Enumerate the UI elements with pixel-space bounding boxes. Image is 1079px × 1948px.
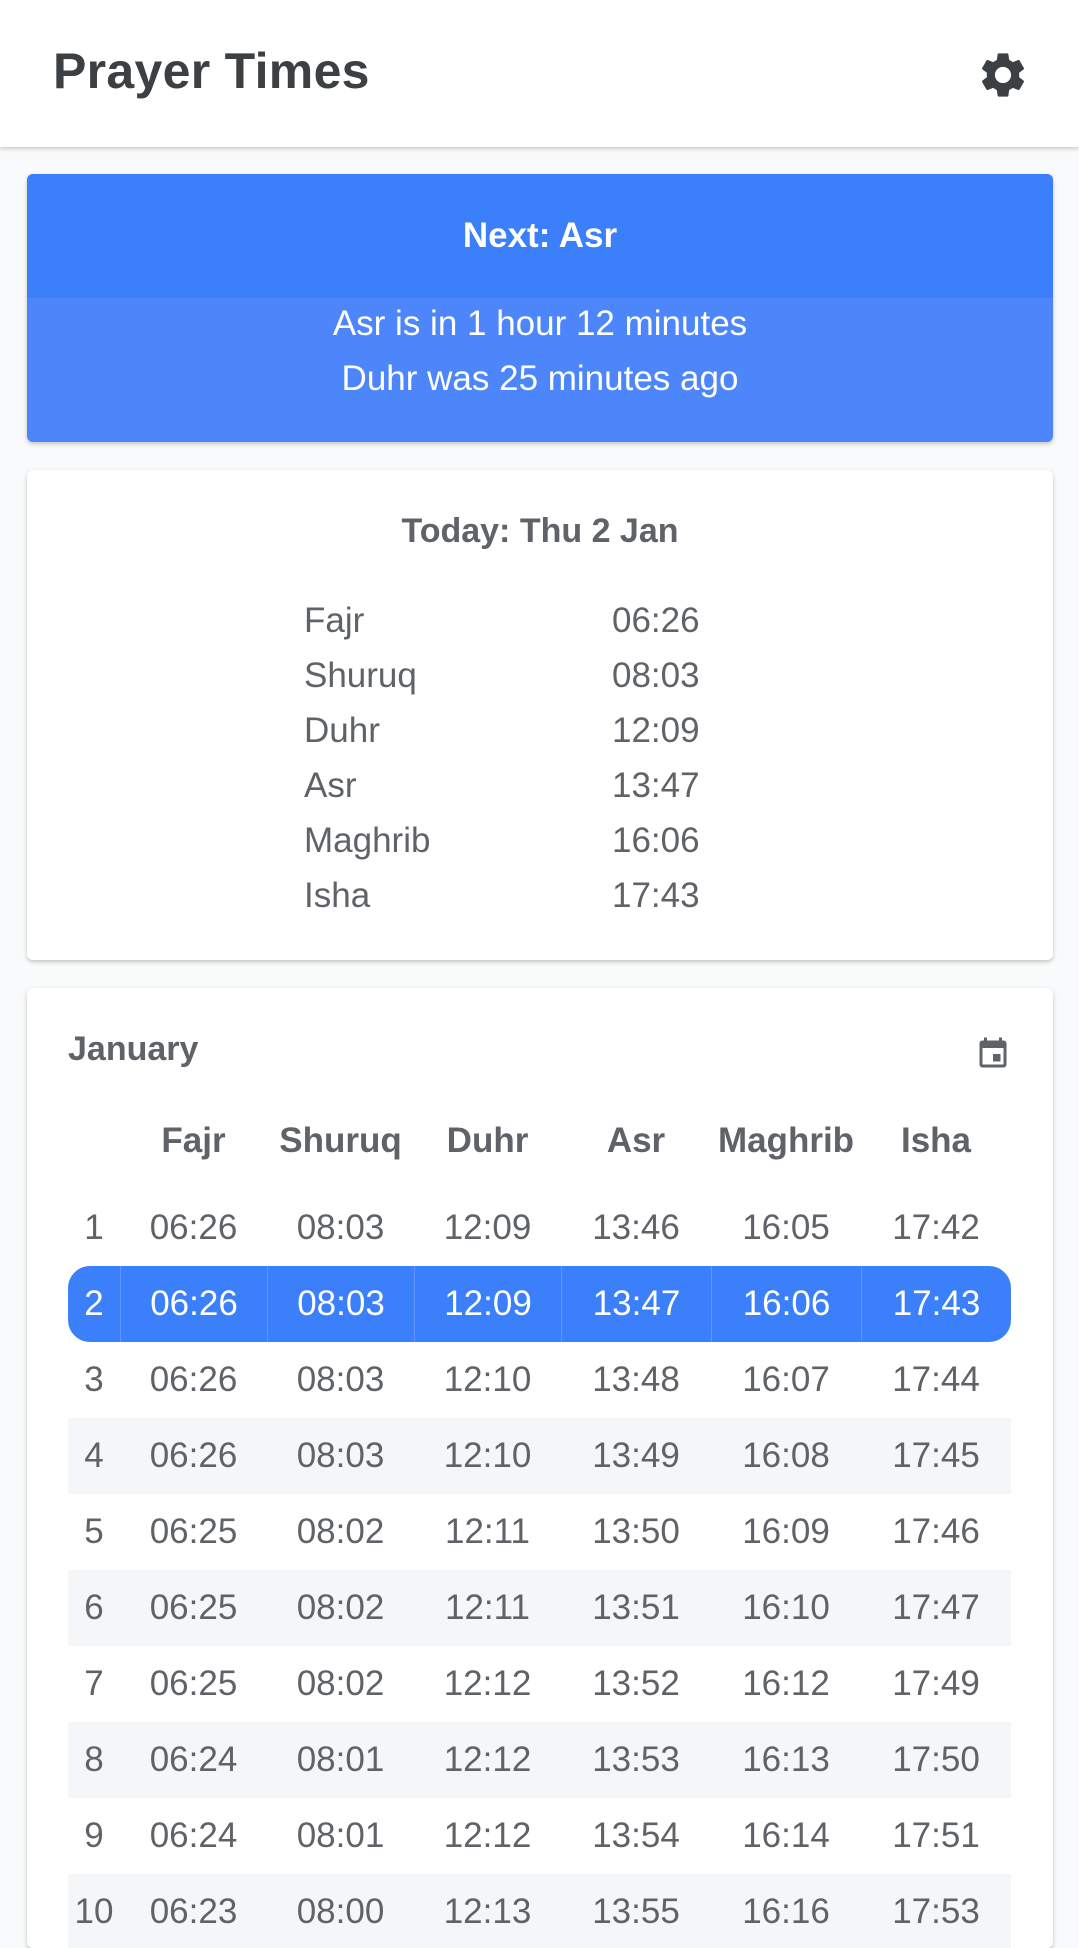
time-cell: 12:11 (414, 1570, 561, 1646)
table-row (68, 1342, 1011, 1418)
time-cell: 13:55 (561, 1874, 711, 1948)
column-header-shuruq: Shuruq (279, 1121, 402, 1160)
time-cell: 12:09 (414, 1266, 561, 1342)
time-cell: 12:10 (414, 1418, 561, 1494)
time-cell: 08:02 (296, 1664, 385, 1703)
calendar-icon (975, 1036, 1011, 1072)
time-cell: 12:12 (414, 1722, 561, 1798)
column-header-duhr: Duhr (446, 1121, 529, 1160)
day-cell: 8 (68, 1722, 120, 1798)
prayer-time: 17:43 (612, 876, 700, 915)
time-cell: 13:48 (592, 1360, 680, 1399)
time-cell: 06:25 (120, 1570, 267, 1646)
time-cell: 17:46 (892, 1512, 980, 1551)
previous-prayer-elapsed: Duhr was 25 minutes ago (341, 359, 739, 398)
time-cell: 17:43 (861, 1266, 1011, 1342)
time-cell: 12:11 (445, 1512, 530, 1551)
prayer-time: 06:26 (612, 601, 700, 640)
time-cell: 16:12 (742, 1664, 830, 1703)
calendar-button[interactable] (975, 1036, 1011, 1072)
prayer-name: Duhr (304, 711, 380, 750)
time-cell: 12:13 (414, 1874, 561, 1948)
table-header-row (68, 1092, 1011, 1190)
prayer-time: 12:09 (612, 711, 700, 750)
settings-button[interactable] (972, 44, 1034, 106)
time-cell: 17:49 (892, 1664, 980, 1703)
time-cell: 16:06 (711, 1266, 861, 1342)
time-cell: 13:51 (561, 1570, 711, 1646)
time-cell: 12:12 (443, 1816, 532, 1855)
time-cell: 16:16 (711, 1874, 861, 1948)
time-cell: 16:09 (742, 1512, 830, 1551)
time-cell: 16:14 (742, 1816, 830, 1855)
today-row-maghrib (27, 821, 1053, 876)
time-cell: 16:10 (711, 1570, 861, 1646)
day-cell: 1 (84, 1208, 104, 1247)
time-cell: 06:26 (120, 1418, 267, 1494)
day-cell: 3 (84, 1360, 104, 1399)
today-row-fajr (27, 601, 1053, 656)
time-cell: 08:02 (296, 1512, 385, 1551)
time-cell: 08:01 (296, 1816, 385, 1855)
time-cell: 06:24 (120, 1722, 267, 1798)
app-title: Prayer Times (53, 43, 370, 99)
table-row (68, 1494, 1011, 1570)
time-cell: 12:12 (443, 1664, 532, 1703)
time-cell: 08:03 (267, 1266, 414, 1342)
day-cell: 2 (68, 1266, 120, 1342)
column-header-fajr: Fajr (161, 1121, 226, 1160)
today-row-duhr (27, 711, 1053, 766)
time-cell: 16:08 (711, 1418, 861, 1494)
time-cell: 08:03 (267, 1418, 414, 1494)
time-cell: 06:26 (149, 1360, 238, 1399)
today-row-isha (27, 876, 1053, 931)
time-cell: 08:02 (267, 1570, 414, 1646)
day-cell: 10 (68, 1874, 120, 1948)
time-cell: 16:13 (711, 1722, 861, 1798)
column-header-asr: Asr (606, 1121, 666, 1160)
time-cell: 17:50 (861, 1722, 1011, 1798)
time-cell: 06:25 (149, 1664, 238, 1703)
prayer-time: 08:03 (612, 656, 700, 695)
time-cell: 17:53 (861, 1874, 1011, 1948)
time-cell: 06:26 (120, 1266, 267, 1342)
time-cell: 08:03 (296, 1360, 385, 1399)
time-cell: 17:51 (892, 1816, 980, 1855)
time-cell: 06:25 (149, 1512, 238, 1551)
time-cell: 06:23 (120, 1874, 267, 1948)
gear-icon (976, 48, 1030, 102)
time-cell: 13:50 (592, 1512, 680, 1551)
table-row (68, 1570, 1011, 1646)
table-row (68, 1190, 1011, 1266)
time-cell: 17:47 (861, 1570, 1011, 1646)
next-prayer-title: Next: Asr (27, 174, 1053, 298)
time-cell: 13:53 (561, 1722, 711, 1798)
table-row (68, 1646, 1011, 1722)
prayer-name: Fajr (304, 601, 365, 640)
next-prayer-countdown: Asr is in 1 hour 12 minutes (332, 304, 748, 343)
today-row-shuruq (27, 656, 1053, 711)
day-cell: 5 (84, 1512, 104, 1551)
day-cell: 9 (84, 1816, 104, 1855)
today-card (27, 470, 1053, 960)
time-cell: 17:44 (892, 1360, 980, 1399)
time-cell: 16:05 (742, 1208, 830, 1247)
prayer-name: Maghrib (304, 821, 431, 860)
prayer-name: Isha (304, 876, 371, 915)
prayer-time: 16:06 (612, 821, 700, 860)
column-header-maghrib: Maghrib (717, 1121, 855, 1160)
month-table (68, 1092, 1011, 1948)
time-cell: 16:07 (742, 1360, 830, 1399)
day-cell: 4 (68, 1418, 120, 1494)
time-cell: 17:42 (892, 1208, 980, 1247)
time-cell: 13:46 (592, 1208, 680, 1247)
time-cell: 13:49 (561, 1418, 711, 1494)
app-bar (0, 0, 1079, 147)
table-row (68, 1418, 1011, 1494)
column-header-isha: Isha (900, 1121, 972, 1160)
table-row (68, 1722, 1011, 1798)
time-cell: 12:10 (443, 1360, 532, 1399)
time-cell: 06:26 (149, 1208, 238, 1247)
prayer-time: 13:47 (612, 766, 700, 805)
time-cell: 12:09 (443, 1208, 532, 1247)
day-cell: 7 (84, 1664, 104, 1703)
today-row-asr (27, 766, 1053, 821)
prayer-name: Shuruq (304, 656, 417, 695)
day-cell: 6 (68, 1570, 120, 1646)
next-prayer-card (27, 174, 1053, 442)
table-row-today (68, 1266, 1011, 1342)
time-cell: 08:01 (267, 1722, 414, 1798)
prayer-name: Asr (304, 766, 357, 805)
table-row (68, 1798, 1011, 1874)
time-cell: 13:54 (592, 1816, 680, 1855)
column-header-day (68, 1092, 120, 1190)
table-row (68, 1874, 1011, 1948)
time-cell: 13:47 (561, 1266, 711, 1342)
month-card (27, 988, 1053, 1948)
time-cell: 08:00 (267, 1874, 414, 1948)
month-title: January (68, 1030, 199, 1068)
time-cell: 06:24 (149, 1816, 238, 1855)
time-cell: 08:03 (296, 1208, 385, 1247)
today-title: Today: Thu 2 Jan (401, 512, 679, 550)
time-cell: 17:45 (861, 1418, 1011, 1494)
time-cell: 13:52 (592, 1664, 680, 1703)
